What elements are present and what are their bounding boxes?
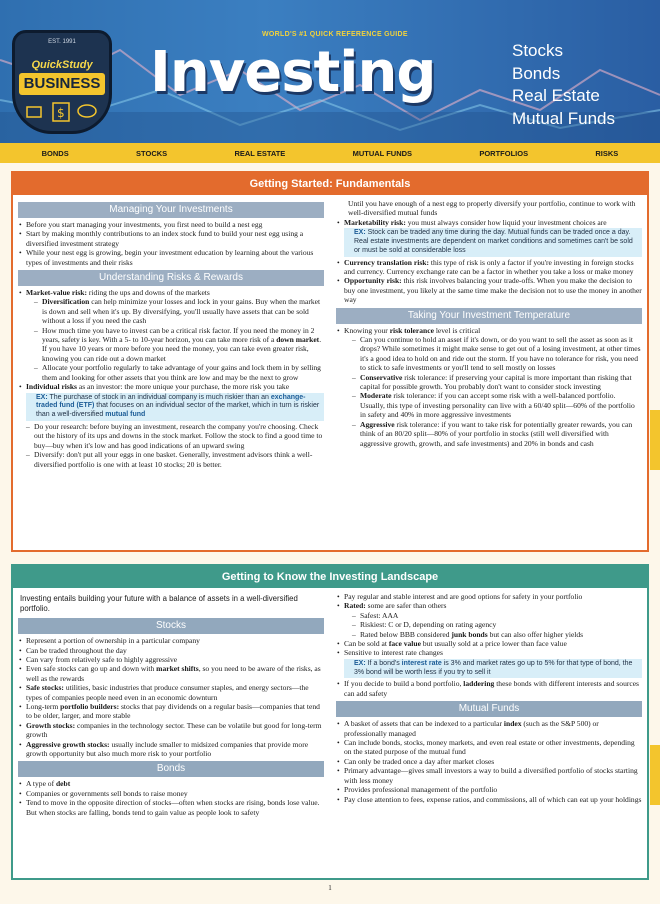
nav-stocks: STOCKS xyxy=(136,148,168,158)
list-item: • Start by making monthly contributions to an index stock fund to build your nest egg using a diversified investment strategy xyxy=(18,229,324,248)
list-item: • Marketability risk: you must always consider how liquid your investment choices are xyxy=(336,218,642,227)
subhead-bonds: Bonds xyxy=(18,761,324,777)
topic-bonds: Bonds xyxy=(512,63,561,83)
intro-paragraph: Investing entails building your future with a balance of assets in a well-diversified portfolio. xyxy=(20,594,298,613)
subhead-temperature: Taking Your Investment Temperature xyxy=(336,308,642,324)
example-box: EX: Stock can be traded any time during the day. Mutual funds can be traded once a day. Real estate investments are dependent on market conditions and sometimes can't be sold or must be sold at considerable loss xyxy=(344,228,642,256)
list-item: • Pay regular and stable interest and are good options for safety in your portfolio xyxy=(336,592,642,601)
nav-portfolios: PORTFOLIOS xyxy=(479,148,529,158)
list-item: – Moderate risk tolerance: if you can accept some risk with a well-balanced portfolio. Usually, this type of investing personality can live with a 60/40 split—60% of the portfolio in safety and 40% in more aggressive investments xyxy=(352,391,642,419)
list-item: – Conservative risk tolerance: if preserving your capital is more important than risking that capital for possible growth. You probably don't want to consider stock investing xyxy=(352,373,642,392)
list-item: – Do your research: before buying an investment, research the company you're choosing. Check out the history of its ups and downs in the stock market. Follow the stock to find a good time to buy—buy when it's low and has good indications of an upward swing xyxy=(26,422,324,450)
list-item: • If you decide to build a bond portfolio, laddering these bonds with different interests and sources can add safety xyxy=(336,679,642,698)
logo-brand: QuickStudy xyxy=(31,59,93,71)
topic-real-estate: Real Estate xyxy=(512,86,600,105)
header-banner xyxy=(0,0,660,143)
list-item: • Primary advantage—gives small investors a way to build a diversified portfolio of stocks starting with less money xyxy=(336,766,642,785)
list-item: • Represent a portion of ownership in a particular company xyxy=(18,636,324,645)
list-item: – Diversification can help minimize your losses and lock in your gains. Buy when the market is down and sell when it's up. By diversifying, you'll usually have assets that can be sold without a loss if you need the cash xyxy=(34,297,324,325)
list-item: – Allocate your portfolio regularly to take advantage of your gains and lock them in by selling them and looking for other assets that you think are low and may be the next to grow xyxy=(34,363,324,382)
list-item: • Companies or governments sell bonds to raise money xyxy=(18,789,324,798)
subhead-managing: Managing Your Investments xyxy=(18,202,324,218)
topic-list xyxy=(512,40,615,130)
list-item: – Riskiest: C or D, depending on rating agency xyxy=(352,620,642,629)
list-item: • A type of debt xyxy=(18,779,324,788)
section-title: Getting Started: Fundamentals xyxy=(13,173,647,195)
list-item: • Opportunity risk: this risk involves balancing your trade-offs. When you make the decision to buy one investment, you likely at the same time make the decision not to use the money in another way xyxy=(336,276,642,304)
list-item: • Growth stocks: companies in the technology sector. These can be volatile but good for long-term growth xyxy=(18,721,324,740)
subhead-mutual-funds: Mutual Funds xyxy=(336,701,642,717)
list-item: • Can be sold at face value but usually sold at a price lower than face value xyxy=(336,639,642,648)
list-item: – Safest: AAA xyxy=(352,611,642,620)
subhead-stocks: Stocks xyxy=(18,618,324,634)
list-item: • Knowing your risk tolerance level is critical – Can you continue to hold an asset if it's down, or do you want to sell the asset as soon as it drops? While sometimes it might make sense to get out of a losing investment, at other times it's a good idea to hold on and ride out the storm. If you have no tolerance for risk, you need to stick to safe investments or you'll tend to sell mostly on losses – Conservative risk tolerance: if preserving your capital is more important than risking that capital for possible growth. You probably don't want to consider stock investing – Moderate risk tolerance: if you can accept some risk with a well-balanced portfolio. Usually, this type of investing personality can live with a 60/40 split—60% of the portfolio in safety and 40% in more aggressive investments – Aggressive risk tolerance: if you want to take risk for potentially greater rewards, you can think of an 80/20 split—80% of your portfolio in stocks (still well diversified with aggressive growth, growth, and safe investments) and 20% in bonds and cash xyxy=(336,326,642,448)
right-column xyxy=(336,199,642,448)
list-item: • A basket of assets that can be indexed to a particular index (such as the S&P 500) or professionally managed xyxy=(336,719,642,738)
list-item: – Can you continue to hold an asset if it's down, or do you want to sell the asset as soon as it drops? While sometimes it might make sense to get out of a losing investment, at other times it's a good idea to hold on and ride out the storm. If you have no tolerance for risk, you need to stick to safe investments or you'll tend to sell mostly on losses xyxy=(352,335,642,373)
list-item: • Safe stocks: utilities, basic industries that produce consumer staples, and energy sectors—the types of companies people need even in an economic downturn xyxy=(18,683,324,702)
list-item: • Individual risks as an investor: the more unique your purchase, the more risk you take xyxy=(18,382,324,391)
list-item: • Tend to move in the opposite direction of stocks—often when stocks are rising, bonds lose value. But when stocks are falling, bonds tend to gain value as people look to safety xyxy=(18,798,324,817)
paragraph: Until you have enough of a nest egg to properly diversify your portfolio, continue to work with well-diversified mutual funds xyxy=(348,199,636,218)
list-item: • Can vary from relatively safe to highly aggressive xyxy=(18,655,324,664)
nav-mutual-funds: MUTUAL FUNDS xyxy=(352,148,413,158)
list-item: • Can only be traded once a day after market closes xyxy=(336,757,642,766)
left-column xyxy=(18,199,324,469)
list-item: – Diversify: don't put all your eggs in one basket. Generally, investment advisors think a well-diversified portfolio is one with at least 10 stocks; 20 is better. xyxy=(26,450,324,469)
nav-risks: RISKS xyxy=(595,148,619,158)
quickstudy-logo xyxy=(12,30,112,134)
tagline: WORLD'S #1 QUICK REFERENCE GUIDE xyxy=(262,31,408,38)
section-landscape xyxy=(11,564,649,880)
logo-category: BUSINESS xyxy=(19,73,105,95)
list-item: – How much time you have to invest can be a critical risk factor. If you need the money in 2 years, safety is key. With a 5- to 10-year horizon, you can take more risk of a down market. If you have 10 years or more before you need the money, you can take even greater risk, knowing you can ride out a down market xyxy=(34,326,324,364)
left-column xyxy=(18,592,324,817)
subhead-risks: Understanding Risks & Rewards xyxy=(18,270,324,286)
list-item: • Can include bonds, stocks, money markets, and even real estate or other investments, depending on the stated purpose of the mutual fund xyxy=(336,738,642,757)
svg-text:$: $ xyxy=(57,106,65,120)
list-item: • Long-term portfolio builders: stocks that pay dividends on a regular basis—companies that tend to be older, larger, and more stable xyxy=(18,702,324,721)
list-item: • Sensitive to interest rate changes xyxy=(336,648,642,657)
topic-stocks: Stocks xyxy=(512,41,564,60)
section-fundamentals xyxy=(11,171,649,552)
topic-mutual-funds: Mutual Funds xyxy=(512,108,615,128)
side-tab xyxy=(650,745,660,805)
list-item: • Aggressive growth stocks: usually include smaller to midsized companies that provide more growth opportunity but also much more risk to your portfolio xyxy=(18,740,324,759)
list-item: • Pay close attention to fees, expense ratios, and commissions, all of which can eat up your holdings xyxy=(336,795,642,804)
side-tab xyxy=(650,410,660,470)
list-item: • Even safe stocks can go up and down with market shifts, so you need to be aware of the risks, as well as the rewards xyxy=(18,664,324,683)
nav-bonds: BONDS xyxy=(41,148,69,158)
right-column xyxy=(336,592,642,804)
list-item: • Currency translation risk: this type of risk is only a factor if you're investing in foreign stocks and currency. Currency exchange rate can be a factor in whether you take a loss or make money xyxy=(336,258,642,277)
example-box: EX: The purchase of stock in an individual company is much riskier than an exchange-traded fund (ETF) that focuses on an individual sector of the market, which in turn is riskier than a well-diversified mutual fund xyxy=(26,393,324,421)
nav-real-estate: REAL ESTATE xyxy=(234,148,286,158)
example-box: EX: If a bond's interest rate is 3% and market rates go up to 5% for that type of bond, the 3% bond will be worth less if you try to sell it xyxy=(344,659,642,679)
section-title: Getting to Know the Investing Landscape xyxy=(13,566,647,588)
list-item: • Can be traded throughout the day xyxy=(18,646,324,655)
page-title: Investing xyxy=(150,40,436,105)
list-item: • Market-value risk: riding the ups and downs of the markets – Diversification can help minimize your losses and lock in your gains. Buy when the market is down and sell when it's up. By diversifying, you'll usually have assets that can be sold without a loss if you need the cash – How much time you have to invest can be a critical risk factor. If you need the money in 2 years, safety is key. With a 5- to 10-year horizon, you can take more risk of a down market. If you have 10 years or more before you need the money, you can take even greater risk, knowing you can ride out a down market – Allocate your portfolio regularly to take advantage of your gains and lock them in by selling them and looking for other assets that you think are low and may be the next to grow xyxy=(18,288,324,382)
topic-nav-bar xyxy=(0,143,660,163)
list-item: – Rated below BBB considered junk bonds but can also offer higher yields xyxy=(352,630,642,639)
list-item: • While your nest egg is growing, begin your investment education by learning about the various types of investments and their risks xyxy=(18,248,324,267)
list-item: • Rated: some are safer than others – Safest: AAA – Riskiest: C or D, depending on rating agency – Rated below BBB considered junk bonds but can also offer higher yields xyxy=(336,601,642,639)
list-item: • Provides professional management of the portfolio xyxy=(336,785,642,794)
list-item: – Aggressive risk tolerance: if you want to take risk for potentially greater rewards, you can think of an 80/20 split—80% of your portfolio in stocks (still well diversified with aggressive growth, growth, and safe investments) and 20% in bonds and cash xyxy=(352,420,642,448)
logo-icons xyxy=(25,101,99,123)
logo-est: EST. 1991 xyxy=(48,39,76,45)
list-item: • Before you start managing your investments, you first need to build a nest egg xyxy=(18,220,324,229)
page-number: 1 xyxy=(328,884,332,892)
